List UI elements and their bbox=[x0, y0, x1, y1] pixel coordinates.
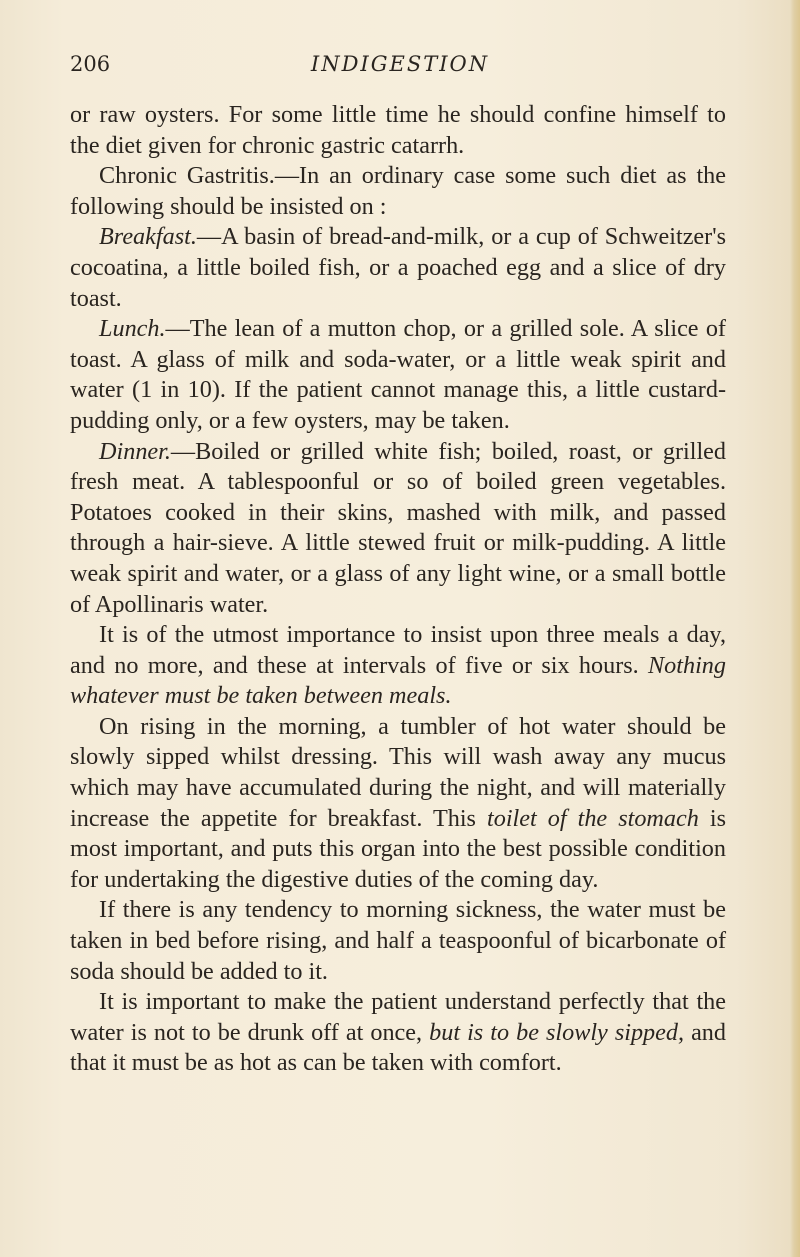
breakfast-text: —A basin of bread-and-milk, or a cup of Schweitzer's cocoatina, a little boiled fish, or a poached egg and a slice of dry toast. bbox=[70, 223, 726, 312]
dinner-text: —Boiled or grilled white fish; boiled, roast, or grilled fresh meat. A tablespoonful or so of boiled green vegetables. Potatoes cooked in their skins, mashed with milk, and passed through a hair-sieve. A little stewed fruit or milk-pudding. A little weak spirit and water, or a glass of any light wine, or a small bottle of Apollinaris water. bbox=[70, 437, 726, 618]
page-edge bbox=[790, 0, 800, 1257]
running-head: INDIGESTION bbox=[310, 52, 490, 76]
paragraph-continuation: or raw oysters. For some little time he should confine himself to the diet given for chronic gastric catarrh. bbox=[70, 101, 726, 159]
page-header bbox=[70, 52, 730, 84]
page-number: 206 bbox=[70, 52, 111, 76]
three-meals-text: It is of the utmost importance to insist upon three meals a day, and no more, and these at intervals of five or six hours. bbox=[70, 621, 726, 679]
lunch-text: —The lean of a mutton chop, or a grilled sole. A slice of toast. A glass of milk and soda-water, or a little weak spirit and water (1 in 10). If the patient cannot manage this, a little custard-pudding only, or a few oysters, may be taken. bbox=[70, 315, 726, 434]
dinner-label: Dinner. bbox=[99, 437, 171, 465]
sipped-emphasis: but is to be slowly sipped, bbox=[429, 1018, 685, 1046]
body-text bbox=[70, 100, 726, 1079]
sipped-text-c: and that it must be as hot as can be taken with comfort. bbox=[70, 1018, 726, 1077]
paragraph-morning-sickness: If there is any tendency to morning sickness, the water must be taken in bed before rising, and half a teaspoonful of bicarbonate of soda should be added to it. bbox=[70, 896, 726, 985]
paragraph-three-meals bbox=[70, 620, 726, 712]
hot-water-emphasis: toilet of the stomach bbox=[487, 804, 699, 832]
lunch-label: Lunch. bbox=[99, 315, 166, 343]
paragraph-chronic-gastritis: Chronic Gastritis.—In an ordinary case some such diet as the following should be insisted on : bbox=[70, 162, 726, 220]
breakfast-label: Breakfast. bbox=[99, 223, 197, 251]
paragraph-breakfast bbox=[70, 222, 726, 314]
paragraph-slowly-sipped bbox=[70, 987, 726, 1079]
hot-water-text-a: On rising in the morning, a tumbler of hot water should be slowly sipped whilst dressing. This will wash away any mucus which may have accumulated during the night, and will materially increase the appetite for breakfast. This bbox=[70, 712, 726, 832]
paragraph-hot-water bbox=[70, 712, 726, 896]
three-meals-emphasis: Nothing whatever must be taken between meals. bbox=[70, 651, 726, 710]
paragraph-lunch bbox=[70, 314, 726, 436]
sipped-text-a: It is important to make the patient understand perfectly that the water is not to be drunk off at once, bbox=[70, 988, 726, 1046]
paragraph-dinner bbox=[70, 437, 726, 621]
hot-water-text-c: is most important, and puts this organ into the best possible condition for undertaking the digestive duties of the coming day. bbox=[70, 804, 726, 893]
